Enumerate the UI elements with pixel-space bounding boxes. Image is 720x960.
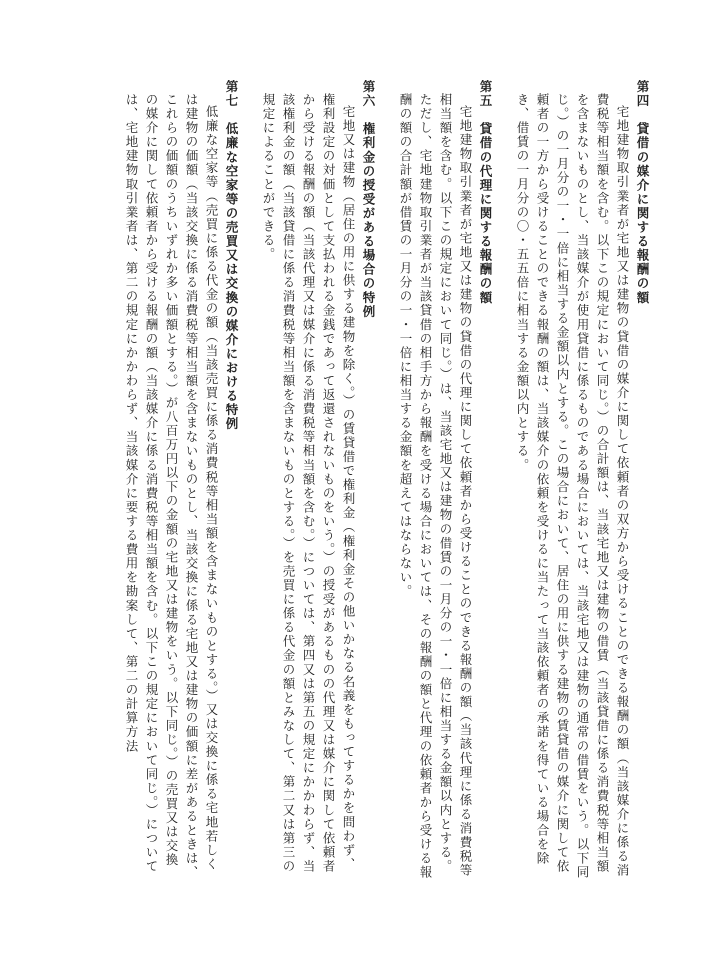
article-paragraph: 宅地建物取引業者が宅地又は建物の貸借の媒介に関して依頼者の双方から受けることのできる報酬の額（当該媒介に係る消費税等相当額を含む。以下この規定において同じ。）の合計額は、当該宅地又は建物の借賃（当該貸借に係る消費税等相当額を含まないものとし、当該媒介が使用貸借に係るものである場合においては、当該宅地又は建物の通常の借賃をいう。以下同じ。）の一月分の一・一倍に相当する金額以内とする。この場合において、居住の用に供する建物の賃貸借の媒介に関して依頼者の一方から受けることのできる報酬の額は、当該媒介の依頼を受けるに当たって当該依頼者の承諾を得ている場合を除き、借賃の一月分の〇・五五倍に相当する金額以内とする。 (515, 92, 630, 880)
article-paragraph: 宅地建物取引業者が宅地又は建物の貸借の代理に関して依頼者から受けることのできる報酬の額（当該代理に係る消費税等相当額を含む。以下この規定において同じ。）は、当該宅地又は建物の借賃の一月分の一・一倍に相当する金額以内とする。ただし、宅地建物取引業者が当該貸借の相手方から報酬を受ける場合においては、その報酬の額と代理の依頼者から受ける報酬の額の合計額が借賃の一月分の一・一倍に相当する金額を超えてはならない。 (398, 92, 473, 880)
article-title: 貸借の媒介に関する報酬の額 (635, 122, 650, 305)
article-paragraph: 宅地又は建物（居住の用に供する建物を除く。）の賃貸借で権利金（権利金その他いかなる名義をもってするかを問わず、権利設定の対価として支払われる金銭であって返還されないものをいう。）の授受があるものの代理又は媒介に関して依頼者から受ける報酬の額（当該代理又は媒介に係る消費税等相当額を含む。）については、第四又は第五の規定にかかわらず、当該権利金の額（当該貸借に係る消費税等相当額を含まないものとする。）を売買に係る代金の額とみなして、第二又は第三の規定によることができる。 (261, 92, 356, 874)
article-number: 第五 (478, 80, 493, 109)
document-body (68, 80, 652, 880)
article-number: 第七 (224, 80, 239, 109)
article-paragraph: 低廉な空家等（売買に係る代金の額（当該売買に係る消費税等相当額を含まないものとする。）又は交換に係る宅地若しくは建物の価額（当該交換に係る消費税等相当額を含まないものとし、当該交換に係る宅地又は建物の価額に差があるときは、これらの価額のうちいずれか多い価額とする。）が八百万円以下の金額の宅地又は建物をいう。以下同じ。）の売買又は交換の媒介に関して依頼者から受ける報酬の額（当該媒介に係る消費税等相当額を含む。以下この規定において同じ。）については、宅地建物取引業者は、第二の規定にかかわらず、当該媒介に要する費用を勘案して、第二の計算方法 (124, 92, 219, 880)
article-heading-5 (475, 80, 495, 880)
article-title: 権利金の授受がある場合の特例 (361, 122, 376, 319)
article-heading-6 (358, 80, 378, 880)
article-spacer (241, 80, 258, 880)
article-number: 第六 (361, 80, 376, 109)
article-title: 低廉な空家等の売買又は交換の媒介における特例 (224, 122, 239, 432)
article-title: 貸借の代理に関する報酬の額 (478, 122, 493, 305)
article-spacer (378, 80, 395, 880)
article-heading-4 (632, 80, 652, 880)
article-number: 第四 (635, 80, 650, 109)
article-spacer (495, 80, 512, 880)
article-heading-7 (221, 80, 241, 880)
